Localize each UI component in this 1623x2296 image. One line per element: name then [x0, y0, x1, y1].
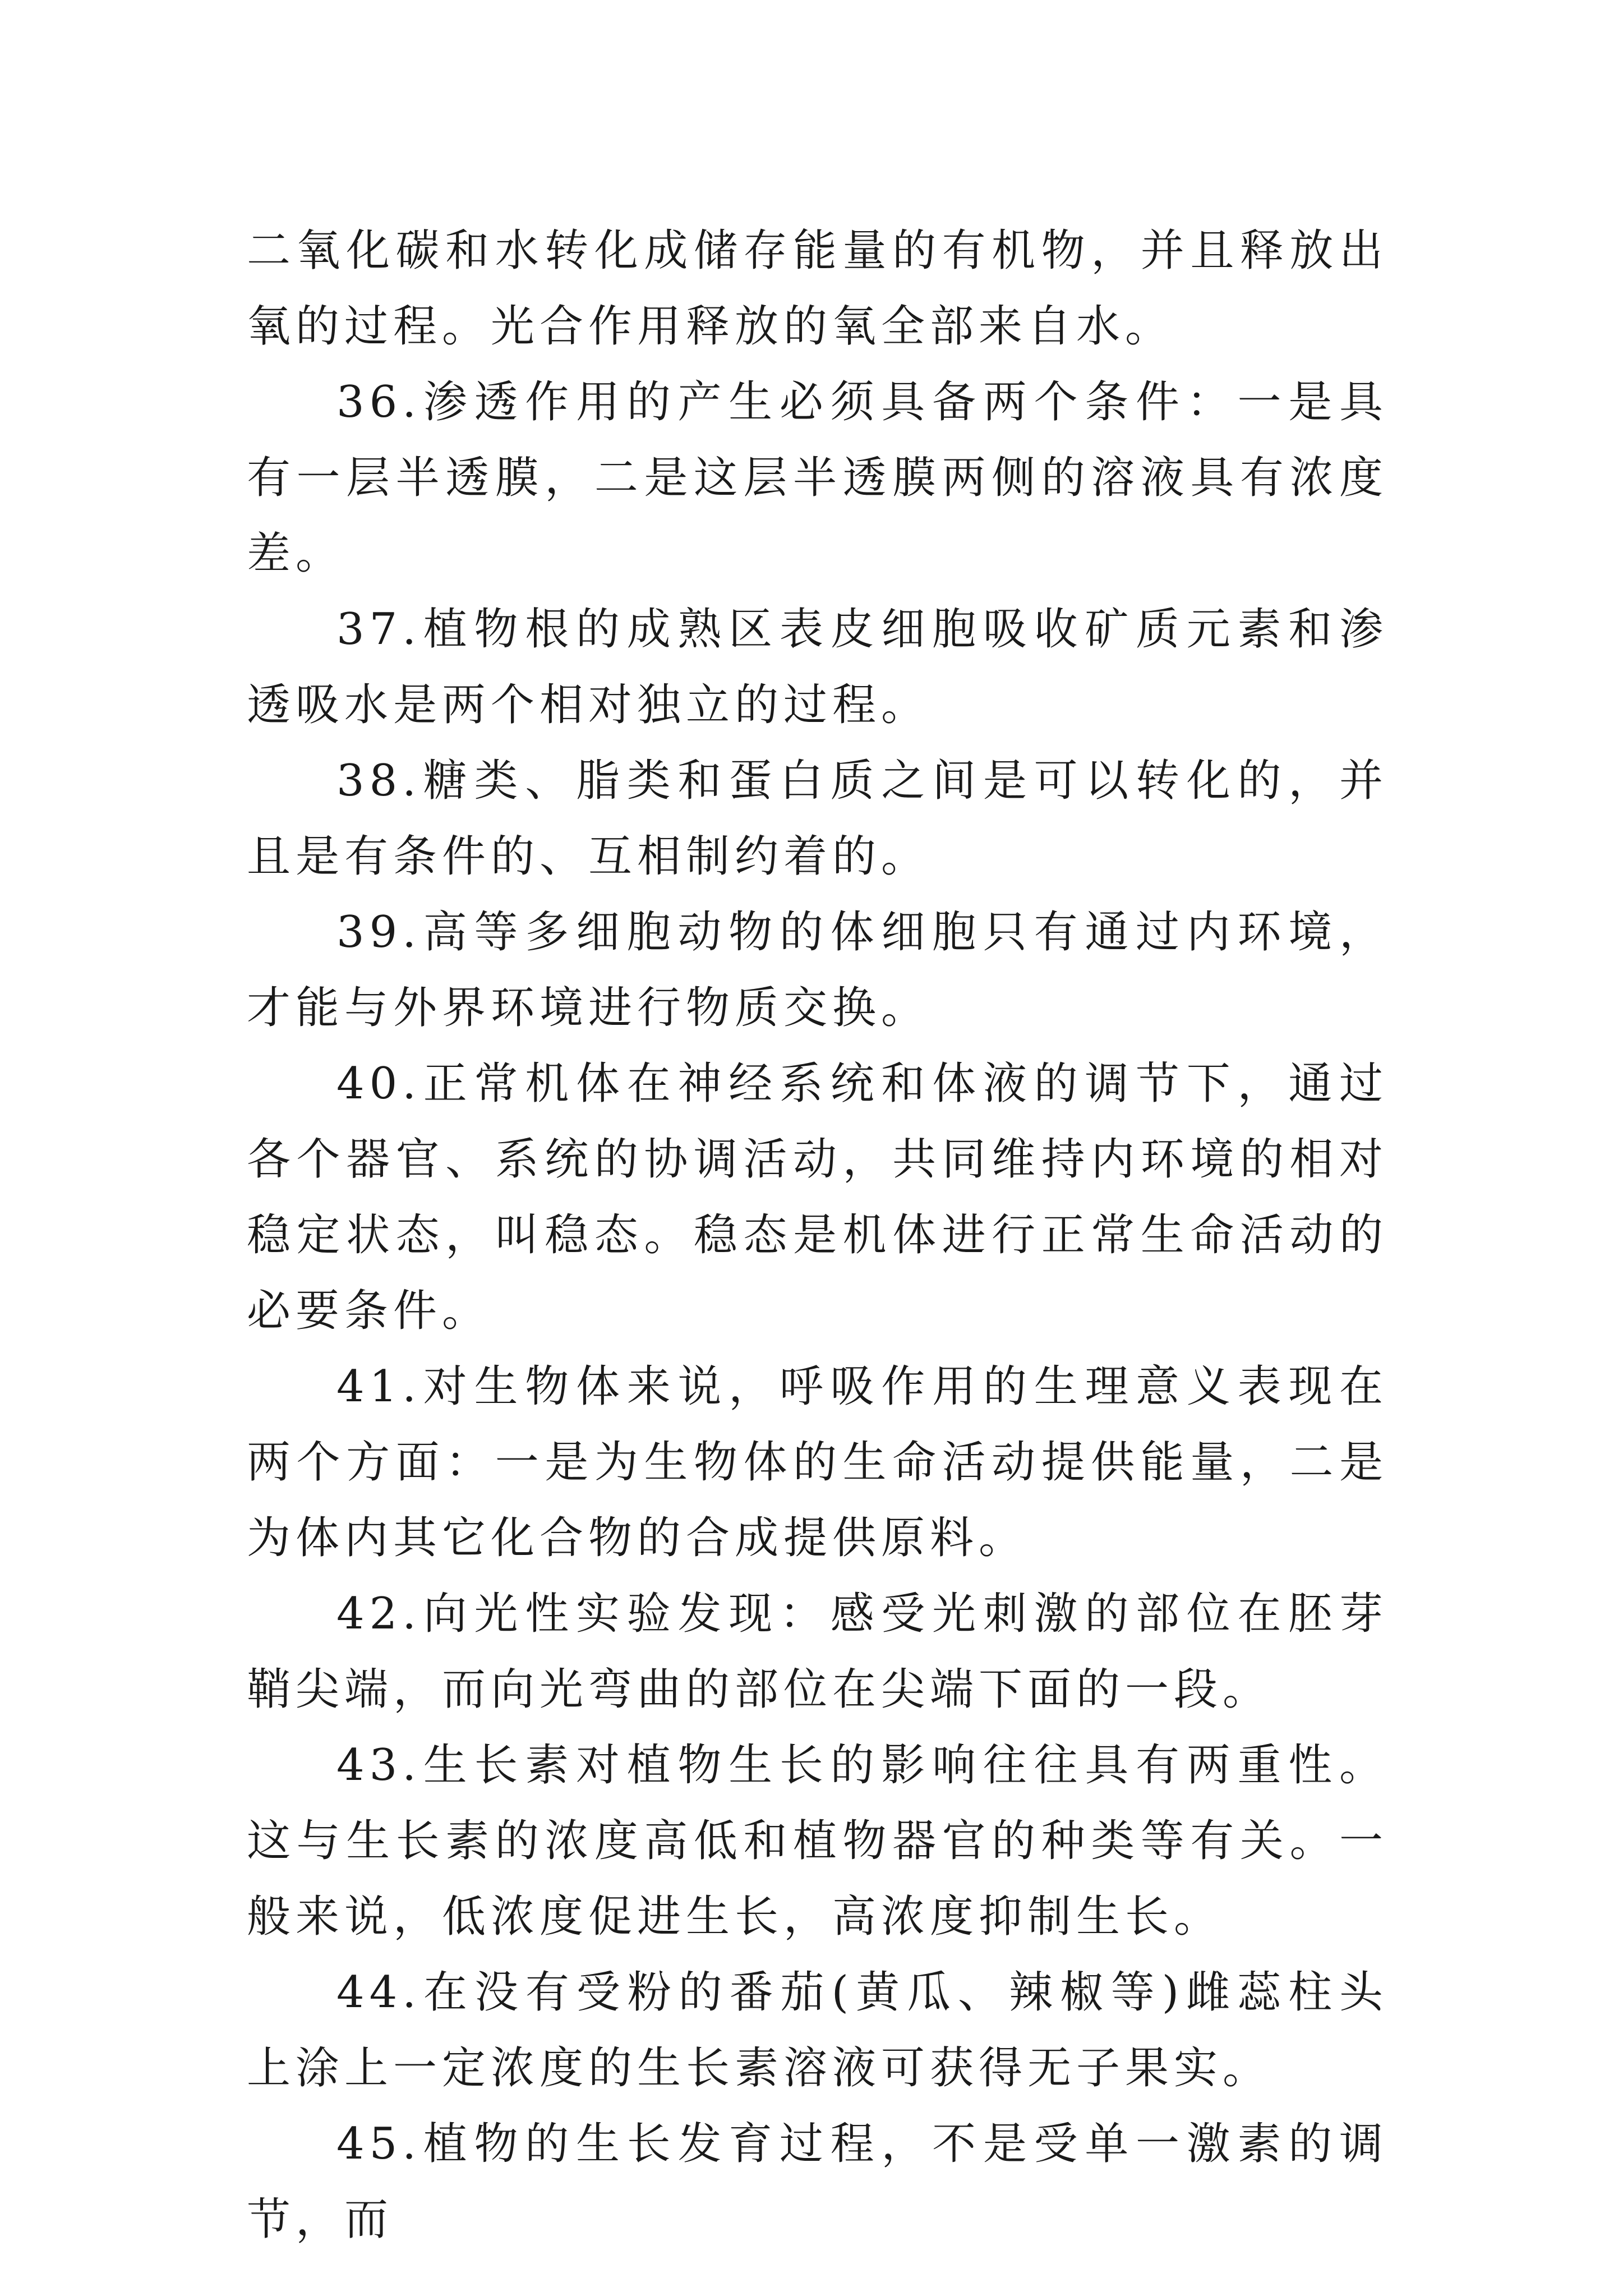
paragraph-item-37: 37.植物根的成熟区表皮细胞吸收矿质元素和渗透吸水是两个相对独立的过程。	[247, 604, 1388, 730]
paragraph-item-36: 36.渗透作用的产生必须具备两个条件：一是具有一层半透膜，二是这层半透膜两侧的溶液具有浓度差。	[247, 377, 1388, 579]
paragraph-item-38: 38.糖类、脂类和蛋白质之间是可以转化的，并且是有条件的、互相制约着的。	[247, 756, 1388, 882]
document-page	[247, 213, 1388, 2258]
paragraph-item-45: 45.植物的生长发育过程，不是受单一激素的调节，而	[247, 2119, 1388, 2245]
paragraph-item-42: 42.向光性实验发现：感受光刺激的部位在胚芽鞘尖端，而向光弯曲的部位在尖端下面的一段。	[247, 1589, 1388, 1715]
paragraph-item-39: 39.高等多细胞动物的体细胞只有通过内环境，才能与外界环境进行物质交换。	[247, 907, 1388, 1033]
paragraph-continuation: 二氧化碳和水转化成储存能量的有机物，并且释放出氧的过程。光合作用释放的氧全部来自水。	[247, 226, 1388, 352]
paragraph-item-44: 44.在没有受粉的番茄(黄瓜、辣椒等)雌蕊柱头上涂上一定浓度的生长素溶液可获得无子果实。	[247, 1967, 1388, 2093]
paragraph-item-41: 41.对生物体来说，呼吸作用的生理意义表现在两个方面：一是为生物体的生命活动提供能量，二是为体内其它化合物的合成提供原料。	[247, 1361, 1388, 1563]
paragraph-item-40: 40.正常机体在神经系统和体液的调节下，通过各个器官、系统的协调活动，共同维持内环境的相对稳定状态，叫稳态。稳态是机体进行正常生命活动的必要条件。	[247, 1059, 1388, 1336]
paragraph-item-43: 43.生长素对植物生长的影响往往具有两重性。这与生长素的浓度高低和植物器官的种类等有关。一般来说，低浓度促进生长，高浓度抑制生长。	[247, 1740, 1388, 1942]
